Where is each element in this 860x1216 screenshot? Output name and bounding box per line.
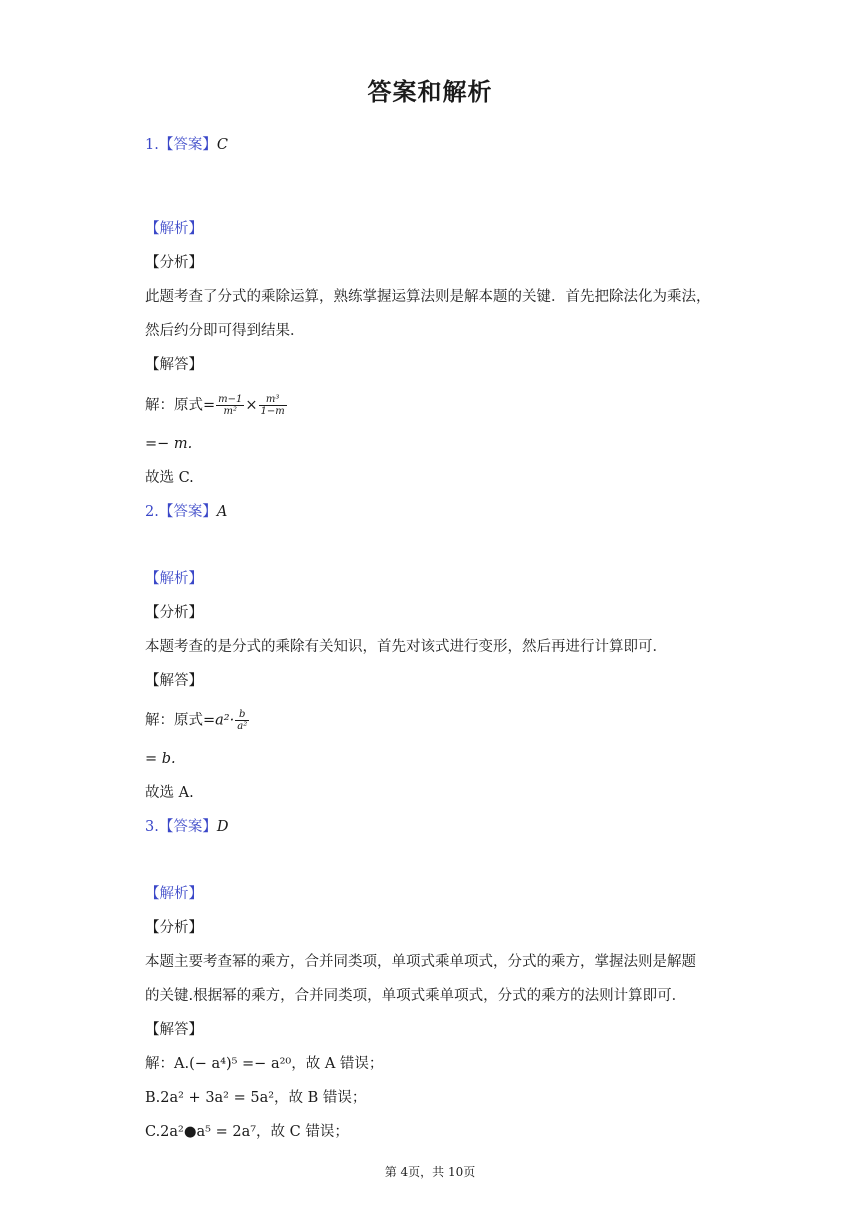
q1-step2: =− m. [145,436,193,452]
q1-analysis-2: 然后约分即可得到结果． [145,323,305,339]
q3-fenxi: 【分析】 [145,920,203,936]
q1-frac1-den: m² [223,406,238,417]
q1-answer-line [145,135,228,155]
q2-jieda: 【解答】 [145,673,203,689]
q3-option-c: C.2a²●a⁵ = 2a⁷，故 C 错误； [145,1124,349,1140]
q2-step2: = b. [145,751,176,767]
q2-frac-den: a² [237,721,248,732]
q1-fraction-2 [259,394,287,417]
q3-analysis-1: 本题主要考查幂的乘方，合并同类项，单项式乘单项式，分式的乘方，掌握法则是解题 [145,954,696,970]
q1-analysis-1: 此题考查了分式的乘除运算，熟练掌握运算法则是解本题的关键．首先把除法化为乘法， [145,289,711,305]
q1-conclusion: 故选 C. [145,470,194,486]
q3-answer: D [216,819,229,835]
q1-times: × [245,397,258,414]
q1-answer: C [216,137,228,153]
q1-jiexi: 【解析】 [145,221,203,237]
q2-jiexi: 【解析】 [145,571,203,587]
q1-frac2-den: 1−m [260,406,285,417]
q2-fraction [235,709,249,732]
q3-option-b: B.2a² + 3a² = 5a²，故 B 错误； [145,1090,367,1106]
q3-jieda: 【解答】 [145,1022,203,1038]
q2-answer: A [216,504,228,520]
q1-fenxi: 【分析】 [145,255,203,271]
q1-fraction-1 [216,394,244,417]
q3-option-a: 解：A.(− a⁴)⁵ =− a²⁰，故 A 错误； [145,1056,384,1072]
q2-solution [145,709,250,732]
q3-answer-label: 【答案】 [158,819,217,835]
page-title: 答案和解析 [367,77,493,106]
q1-answer-label: 【答案】 [158,137,217,153]
q1-frac1-num: m−1 [218,394,243,405]
q1-solution [145,394,288,417]
q3-number: 3. [145,819,159,835]
page-footer: 第 4页，共 10页 [384,1165,476,1179]
q1-sol-prefix: 解：原式= [145,397,216,414]
q2-number: 2. [145,504,159,520]
q3-answer-line [145,817,228,837]
q3-jiexi: 【解析】 [145,886,203,902]
q2-frac-num: b [235,709,249,721]
q2-fenxi: 【分析】 [145,605,203,621]
q2-analysis-1: 本题考查的是分式的乘除有关知识，首先对该式进行变形，然后再进行计算即可． [145,639,667,655]
q2-answer-label: 【答案】 [158,504,217,520]
q1-jieda: 【解答】 [145,357,203,373]
q2-sol-prefix: 解：原式= [145,712,216,729]
q2-term: a²· [215,712,235,729]
q2-conclusion: 故选 A. [145,785,194,801]
q1-number: 1. [145,137,159,153]
q3-analysis-2: 的关键.根据幂的乘方，合并同类项，单项式乘单项式，分式的乘方的法则计算即可． [145,988,687,1004]
q2-answer-line [145,502,227,522]
q1-frac2-num: m³ [259,394,287,406]
